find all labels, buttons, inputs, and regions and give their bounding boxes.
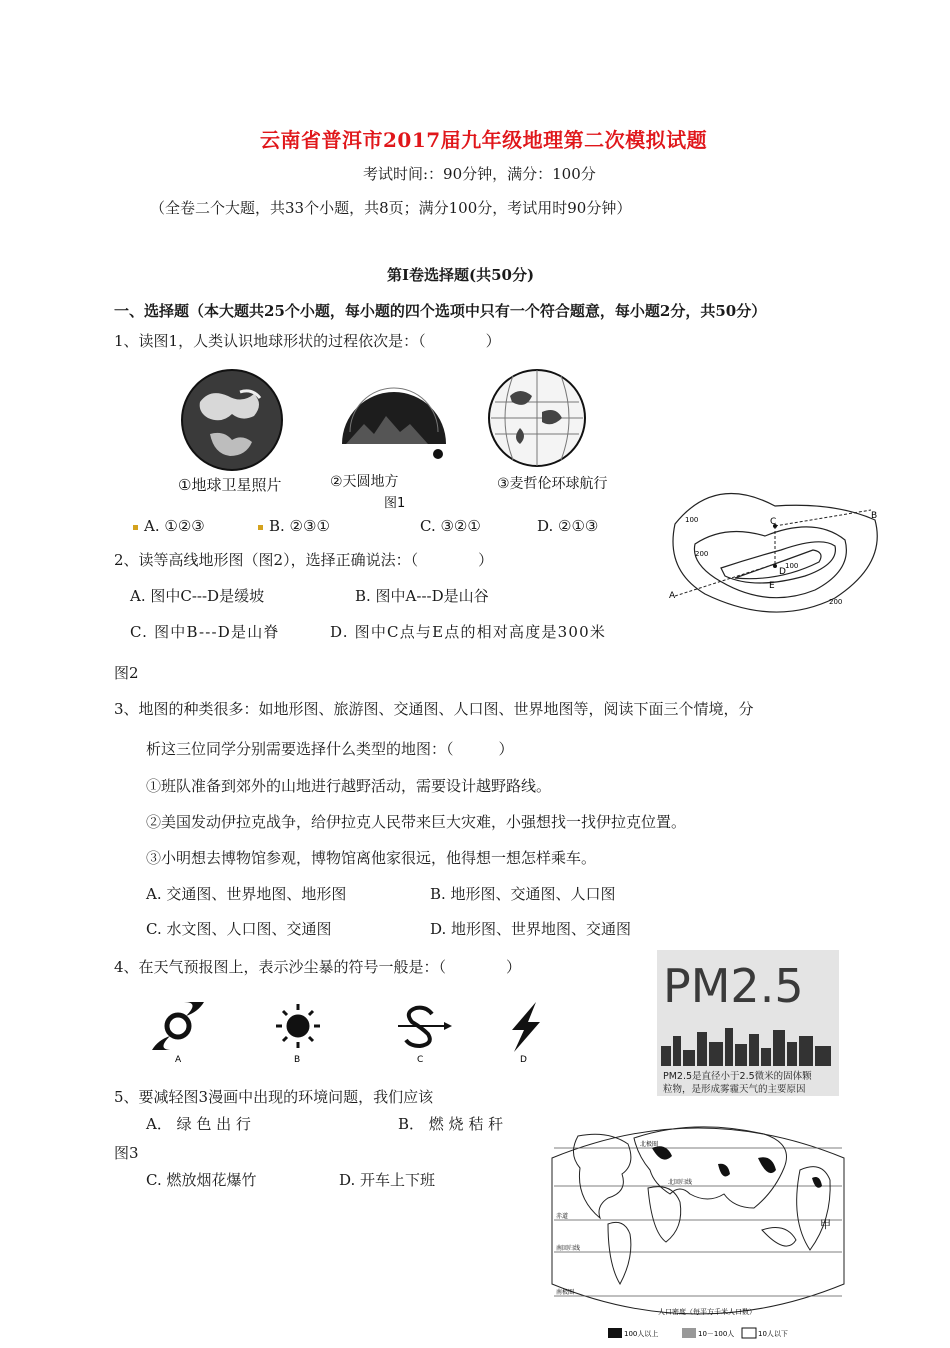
q2-option-d: D. 图中C点与E点的相对高度是300米 [330, 623, 607, 641]
svg-text:C: C [770, 517, 777, 527]
svg-text:PM2.5是直径小于2.5微米的固体颗: PM2.5是直径小于2.5微米的固体颗 [663, 1071, 812, 1082]
q3-option-a: A. 交通图、世界地图、地形图 [146, 885, 347, 903]
q5-option-a: A． 绿 色 出 行 [146, 1115, 251, 1133]
svg-text:北极圈: 北极圈 [640, 1141, 659, 1148]
q4-stem: 4、在天气预报图上，表示沙尘暴的符号一般是：（ ） [114, 958, 522, 976]
q3-scenario-1: ①班队准备到郊外的山地进行越野活动，需要设计越野路线。 [146, 777, 552, 795]
q3-stem-cont: 析这三位同学分别需要选择什么类型的地图：（ ） [146, 740, 514, 758]
q3-stem: 3、地图的种类很多：如地形图、旅游图、交通图、人口图、世界地图等，阅读下面三个情境，分 [114, 700, 754, 718]
q5-option-c: C. 燃放烟花爆竹 [146, 1171, 257, 1189]
part1-title: 第Ⅰ卷选择题(共50分) [387, 266, 535, 284]
fig3-label: 图3 [114, 1144, 139, 1162]
bullet-mark [258, 525, 263, 530]
svg-text:B: B [294, 1055, 301, 1064]
svg-text:甲: 甲 [820, 1218, 831, 1231]
exam-time: 考试时间:：90分钟，满分：100分 [363, 165, 596, 183]
sandstorm-icon [398, 1008, 452, 1046]
svg-text:100人以上: 100人以上 [624, 1330, 659, 1338]
svg-text:10－100人: 10－100人 [698, 1330, 735, 1338]
pm25-big-text: PM2.5 [663, 959, 804, 1013]
svg-text:100: 100 [785, 562, 799, 570]
q1-option-b: B. ②③① [258, 517, 330, 535]
world-population-map [548, 1118, 848, 1344]
q3-option-d: D. 地形图、世界地图、交通图 [430, 920, 632, 938]
svg-text:北回归线: 北回归线 [668, 1179, 693, 1186]
q3-scenario-2: ②美国发动伊拉克战争，给伊拉克人民带来巨大灾难，小强想找一找伊拉克位置。 [146, 813, 687, 831]
svg-text:粒物，是形成雾霾天气的主要原因: 粒物，是形成雾霾天气的主要原因 [663, 1084, 806, 1095]
sun-icon [276, 1004, 320, 1048]
page-title: 云南省普洱市2017届九年级地理第二次模拟试题 [260, 128, 708, 152]
q2-option-a: A. 图中C---D是缓坡 [130, 587, 265, 605]
figure-1 [170, 362, 625, 512]
figure-3-pm25 [657, 950, 839, 1096]
q5-stem: 5、要减轻图3漫画中出现的环境问题，我们应该 [114, 1088, 434, 1106]
typhoon-icon [152, 1002, 204, 1050]
fig1-caption-1: ①地球卫星照片 [178, 476, 282, 494]
exam-note: （全卷二个大题，共33个小题，共8页；满分100分，考试用时90分钟） [150, 199, 632, 217]
svg-text:200: 200 [829, 598, 843, 606]
svg-text:200: 200 [695, 550, 709, 558]
q2-option-b: B. 图中A---D是山谷 [355, 587, 489, 605]
svg-text:南极圈: 南极圈 [556, 1289, 575, 1296]
q3-option-b: B. 地形图、交通图、人口图 [430, 885, 616, 903]
q3-scenario-3: ③小明想去博物馆参观，博物馆离他家很远，他得想一想怎样乘车。 [146, 849, 597, 867]
bullet-mark [133, 525, 138, 530]
svg-text:100: 100 [685, 516, 699, 524]
svg-text:A: A [669, 591, 676, 601]
q5-option-d: D. 开车上下班 [339, 1171, 436, 1189]
svg-text:D: D [520, 1055, 527, 1064]
weather-symbols [148, 996, 548, 1064]
svg-text:B: B [871, 511, 878, 521]
q1-option-c: C. ③②① [420, 517, 481, 535]
q5-option-b: B． 燃 烧 秸 秆 [398, 1115, 504, 1133]
svg-text:赤道: 赤道 [556, 1213, 569, 1220]
fig1-label: 图1 [384, 496, 406, 511]
svg-text:D: D [779, 567, 786, 577]
figure-2-contour-map [665, 484, 885, 624]
svg-text:E: E [769, 581, 775, 591]
svg-text:人口密度（每平方千米人口数）: 人口密度（每平方千米人口数） [658, 1308, 756, 1316]
svg-text:南回归线: 南回归线 [556, 1245, 581, 1252]
svg-text:C: C [417, 1055, 424, 1064]
lightning-icon [512, 1002, 540, 1052]
section1-heading: 一、选择题（本大题共25个小题，每小题的四个选项中只有一个符合题意，每小题2分，共50分） [114, 302, 767, 320]
q3-option-c: C. 水文图、人口图、交通图 [146, 920, 332, 938]
svg-text:10人以下: 10人以下 [758, 1330, 788, 1338]
q1-stem: 1、读图1，人类认识地球形状的过程依次是：（ ） [114, 332, 501, 350]
q2-stem: 2、读等高线地形图（图2），选择正确说法：（ ） [114, 551, 494, 569]
svg-text:A: A [175, 1055, 182, 1064]
q1-option-d: D. ②①③ [537, 517, 599, 535]
fig1-caption-3: ③麦哲伦环球航行 [497, 476, 608, 492]
q1-option-a: A. ①②③ [133, 517, 205, 535]
fig2-label: 图2 [114, 664, 139, 682]
q2-option-c: C. 图中B---D是山脊 [130, 623, 280, 641]
fig1-caption-2: ②天圆地方 [330, 474, 399, 490]
